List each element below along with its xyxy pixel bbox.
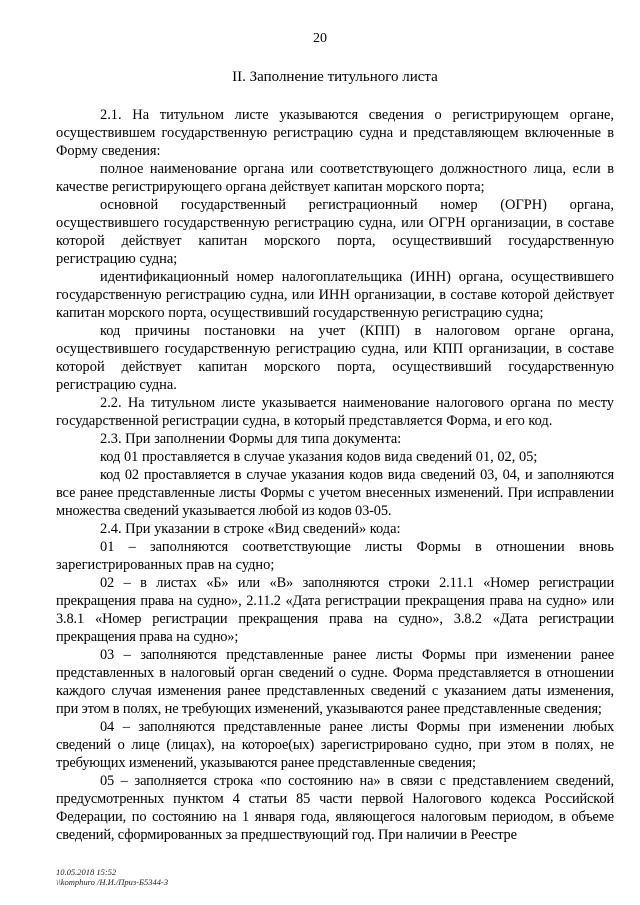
paragraph: основной государственный регистрационный номер (ОГРН) органа, осуществившего государственную регистрацию судна, или ОГРН организации, в составе которой действует капитан морского порта, осуществивший государственную регистрацию судна;: [56, 197, 614, 267]
paragraph: 02 – в листах «Б» или «В» заполняются строки 2.11.1 «Номер регистрации прекращения права на судно», 2.11.2 «Дата регистрации прекращения права на судно» или 3.8.1 «Номер регистрации прекращения права на судно», 3.8.2 «Дата регистрации прекращения права на судно»;: [56, 575, 614, 645]
document-body: [56, 106, 614, 844]
paragraph: 01 – заполняются соответствующие листы Формы в отношении вновь зарегистрированных прав на судно;: [56, 539, 614, 573]
paragraph: код причины постановки на учет (КПП) в налоговом органе органа, осуществившего государственную регистрацию судна, или КПП организации, в составе которой действует капитан морского порта, осуществивший государственную регистрацию судна.: [56, 323, 614, 393]
paragraph: код 02 проставляется в случае указания кодов вида сведений 03, 04, и заполняются все ранее представленные листы Формы с учетом внесенных изменений. При исправлении множества сведений указывается любой из кодов 03-05.: [56, 467, 614, 519]
paragraph: код 01 проставляется в случае указания кодов вида сведений 01, 02, 05;: [100, 449, 538, 465]
paragraph: 2.1. На титульном листе указываются сведения о регистрирующем органе, осуществившем государственную регистрацию судна и представляющем включенные в Форму сведения:: [56, 107, 614, 159]
paragraph: 2.3. При заполнении Формы для типа документа:: [100, 431, 402, 447]
footer-stamp: [56, 867, 168, 887]
paragraph: идентификационный номер налогоплательщика (ИНН) органа, осуществившего государственную регистрацию судна, или ИНН организации, в составе которой действует капитан морского порта, осуществивший государственную регистрацию судна;: [56, 269, 614, 321]
paragraph: 05 – заполняется строка «по состоянию на» в связи с представлением сведений, предусмотренных пунктом 4 статьи 85 части первой Налогового кодекса Российской Федерации, по состоянию на 1 января года, являющегося налоговым периодом, в объеме сведений, сформированных за предшествующий год. При наличии в Реестре: [56, 773, 614, 843]
paragraph: полное наименование органа или соответствующего должностного лица, если в качестве регистрирующего органа действует капитан морского порта;: [56, 161, 614, 195]
paragraph: 03 – заполняются представленные ранее листы Формы при изменении ранее представленных в налоговый орган сведений о судне. Форма представляется в отношении каждого случая изменения ранее представленных сведений с указанием даты изменения, при этом в полях, не требующих изменений, указываются ранее представленные сведения;: [56, 647, 614, 717]
section-title: II. Заполнение титульного листа: [232, 69, 438, 85]
paragraph: 2.2. На титульном листе указывается наименование налогового органа по месту государственной регистрации судна, в который представляется Форма, и его код.: [56, 395, 614, 429]
paragraph: 2.4. При указании в строке «Вид сведений» кода:: [100, 521, 401, 537]
footer-file-path: \\komphuro /Н.И./Приз-Б5344-3: [56, 877, 169, 887]
page-number: 20: [313, 31, 327, 46]
paragraph: 04 – заполняются представленные ранее листы Формы при изменении любых сведений о лице (лицах), на которое(ых) зарегистрировано судно, при этом в полях, не требующих изменений, указываются ранее представленные сведения;: [56, 719, 614, 771]
footer-timestamp: 10.05.2018 15:52: [56, 867, 117, 877]
